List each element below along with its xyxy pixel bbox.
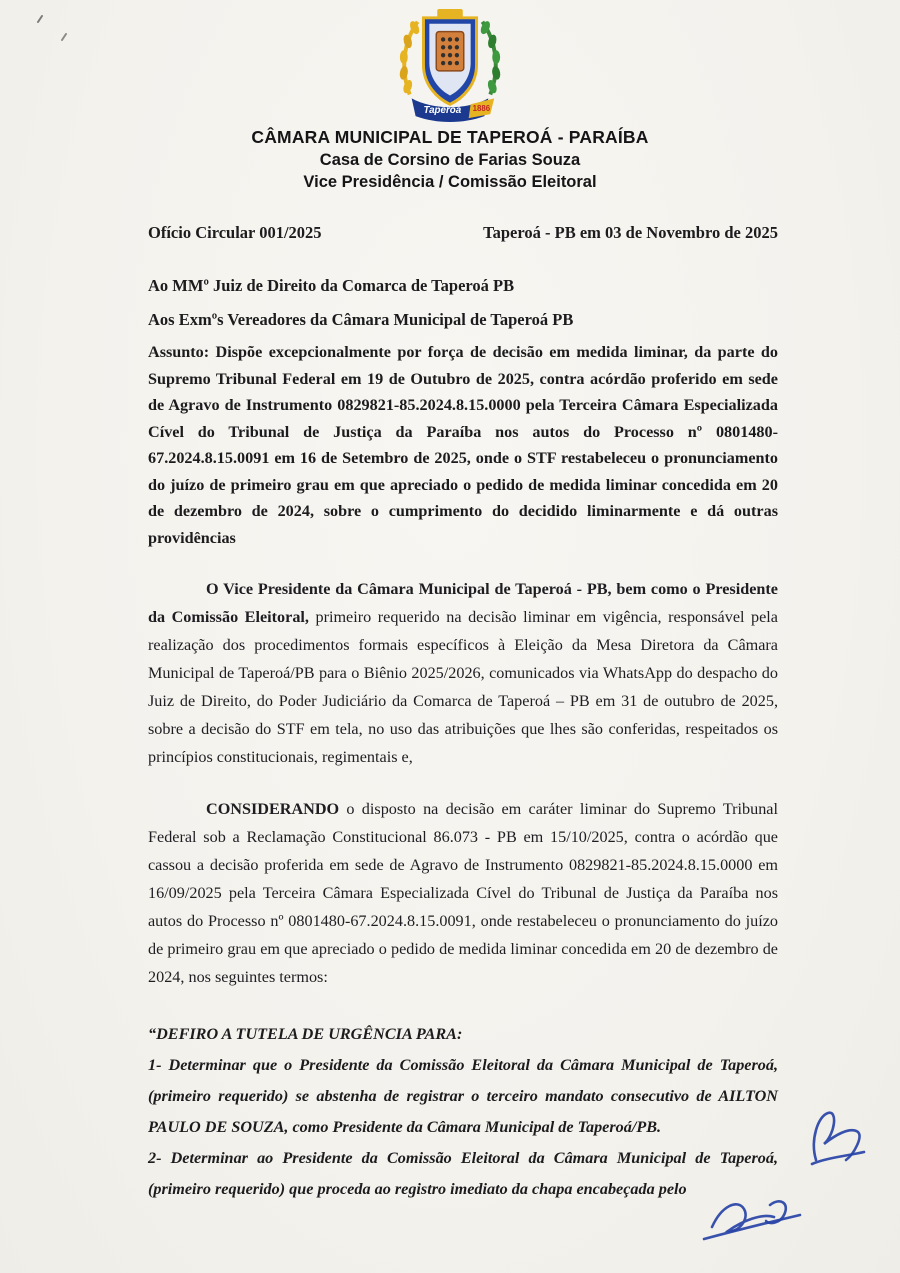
laurel-right-icon bbox=[479, 20, 501, 95]
letterhead bbox=[0, 126, 900, 193]
recipient-line-1: Ao MMº Juiz de Direito da Comarca de Taperoá PB bbox=[148, 276, 515, 295]
banner-name: Taperoá bbox=[423, 105, 462, 117]
coat-of-arms bbox=[0, 0, 900, 122]
recipients-block bbox=[148, 269, 778, 337]
body-paragraph-2 bbox=[148, 795, 778, 991]
quote-item-1: 1- Determinar que o Presidente da Comissão Eleitoral da Câmara Municipal de Taperoá, (primeiro requerido) se abstenha de registrar o terceiro mandato consecutivo de AILTON PAULO DE SOUZA, como Presidente da Câmara Municipal de Taperoá/PB. bbox=[148, 1056, 778, 1136]
banner-year: 1886 bbox=[472, 104, 491, 114]
paragraph-2-text: o disposto na decisão em caráter liminar do Supremo Tribunal Federal sob a Reclamação Constitucional 86.073 - PB em 15/10/2025, contra o acórdão que cassou a decisão proferida em sede de Agravo de Instrumento 0829821-85.2024.8.15.0000 em 16/09/2025 pela Terceira Câmara Especializada Cível do Tribunal de Justiça da Paraíba nos autos do Processo nº 0801480-67.2024.8.15.0091, onde restabeleceu o pronunciamento do juízo de primeiro grau em que apreciado o pedido de medida liminar concedida em 20 de dezembro de 2024, nos seguintes termos: bbox=[148, 800, 778, 986]
quote-heading: “DEFIRO A TUTELA DE URGÊNCIA PARA: bbox=[148, 1025, 463, 1043]
pen-marks bbox=[18, 12, 88, 62]
org-subtitle-2: Vice Presidência / Comissão Eleitoral bbox=[303, 173, 597, 191]
subject-line: Assunto: Dispõe excepcionalmente por força de decisão em medida liminar, da parte do Supremo Tribunal Federal em 19 de Outubro de 2025, contra acórdão proferido em sede de Agravo de Instrumento 0829821-85.2024.8.15.0000 pela Terceira Câmara Especializada Cível do Tribunal de Justiça da Paraíba nos autos do Processo nº 0801480-67.2024.8.15.0091 em 16 de Setembro de 2025, onde o STF restabeleceu o pronunciamento do juízo de primeiro grau em que apreciado o pedido de medida liminar concedida em 20 de dezembro de 2024, sobre o cumprimento do decidido liminarmente e dá outras providências bbox=[148, 343, 778, 547]
document-body bbox=[148, 223, 778, 1205]
recipient-line-2: Aos Exmºs Vereadores da Câmara Municipal de Taperoá PB bbox=[148, 310, 574, 329]
building-icon bbox=[436, 32, 464, 71]
handwritten-initials bbox=[802, 1106, 872, 1168]
reference-dateline-row bbox=[148, 223, 778, 243]
body-paragraph-1 bbox=[148, 575, 778, 771]
paragraph-2-lead: CONSIDERANDO bbox=[206, 800, 340, 818]
wheat-left-icon bbox=[399, 20, 421, 95]
org-title: CÂMARA MUNICIPAL DE TAPEROÁ - PARAÍBA bbox=[251, 127, 649, 147]
org-subtitle-1: Casa de Corsino de Farias Souza bbox=[319, 151, 581, 169]
paragraph-1-text: primeiro requerido na decisão liminar em vigência, responsável pela realização dos procedimentos formais específicos à Eleição da Mesa Diretora da Câmara Municipal de Taperoá/PB para o Biênio 2025/2026, comunicados via WhatsApp do despacho do Juiz de Direito, do Poder Judiciário da Comarca de Taperoá – PB em 31 de outubro de 2025, sobre a decisão do STF em tela, no uso das atribuições que lhes são conferidas, respeitados os princípios constitucionais, regimentais e, bbox=[148, 608, 778, 766]
document-reference: Ofício Circular 001/2025 bbox=[148, 223, 322, 242]
document-dateline: Taperoá - PB em 03 de Novembro de 2025 bbox=[483, 223, 778, 242]
handwritten-signature bbox=[700, 1193, 805, 1251]
court-order-quote bbox=[148, 1019, 778, 1205]
quote-item-2: 2- Determinar ao Presidente da Comissão Eleitoral da Câmara Municipal de Taperoá, (primeiro requerido) que proceda ao registro imediato da chapa encabeçada pelo bbox=[148, 1149, 778, 1198]
paragraph-1-lead: O Vice Presidente da Câmara Municipal de Taperoá - PB, bem como o Presidente da Comissão Eleitoral, bbox=[148, 580, 778, 626]
